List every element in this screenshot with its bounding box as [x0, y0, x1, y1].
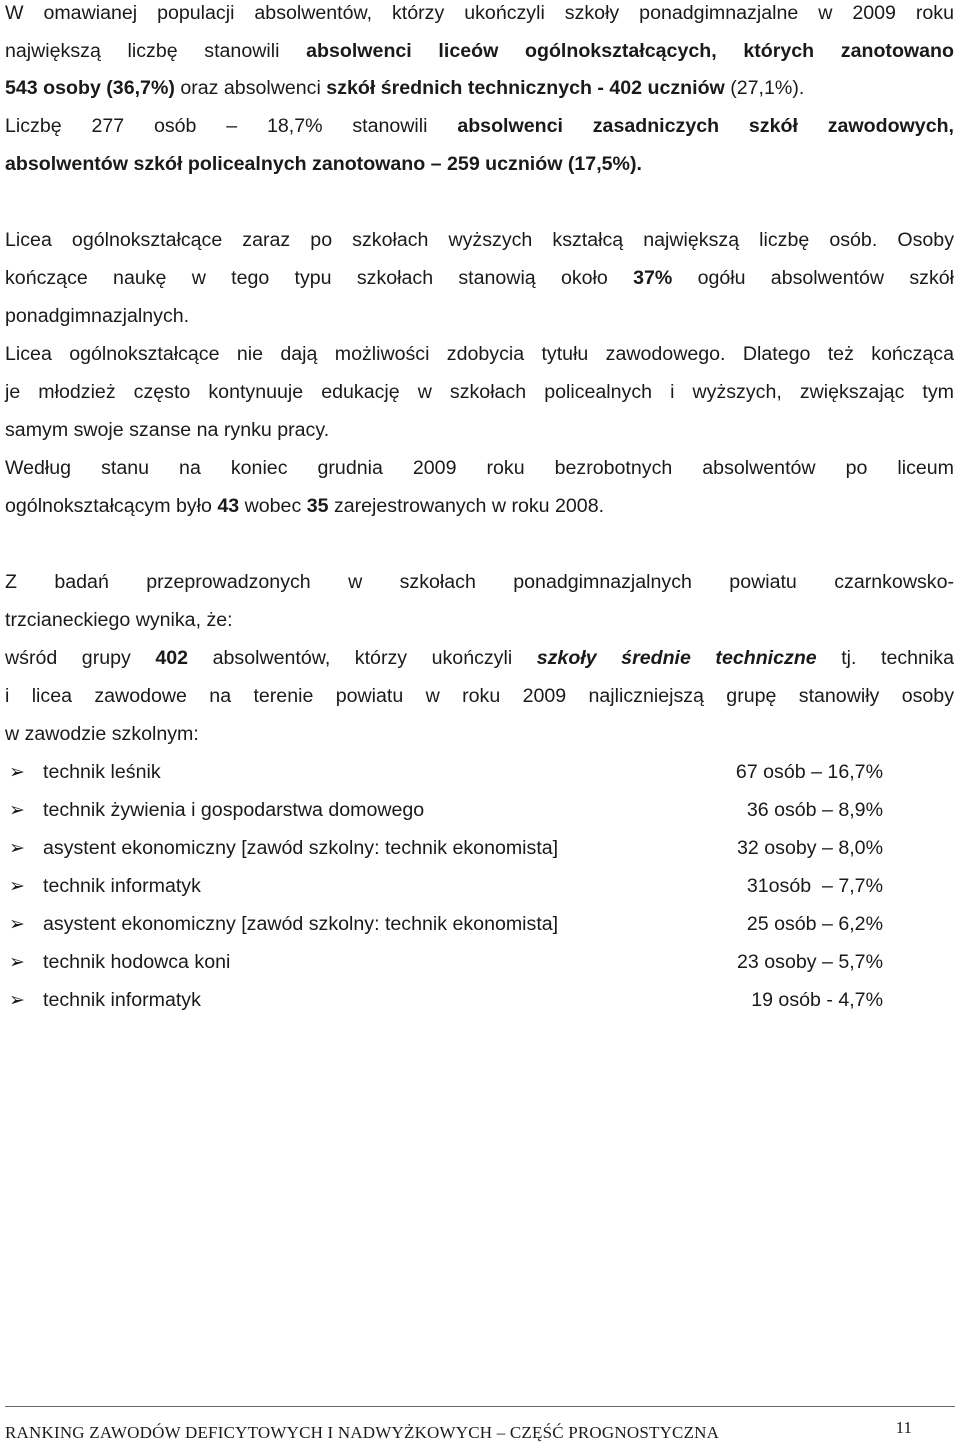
list-item: ➢ asystent ekonomiczny [zawód szkolny: technik ekonomista]: [9, 913, 559, 935]
paragraph-3-line-2: trzcianeckiego wynika, że:: [5, 609, 233, 631]
paragraph-2-line-2: kończące naukę w tego typu szkołach stanowią około 37% ogółu absolwentów szkół: [5, 267, 954, 289]
paragraph-3-line-5: w zawodzie szkolnym:: [5, 723, 199, 745]
paragraph-2-line-7: Według stanu na koniec grudnia 2009 roku bezrobotnych absolwentów po liceum: [5, 457, 954, 479]
arrowhead-bullet-icon: ➢: [9, 800, 25, 821]
paragraph-2-line-4: Licea ogólnokształcące nie dają możliwości zdobycia tytułu zawodowego. Dlatego też kończąca: [5, 343, 954, 365]
arrowhead-bullet-icon: ➢: [9, 914, 25, 935]
list-item: ➢ technik informatyk: [9, 989, 201, 1011]
list-item-value: 31osób – 7,7%: [746, 875, 883, 897]
list-item-value: 19 osób - 4,7%: [751, 989, 883, 1011]
footer-title: RANKING ZAWODÓW DEFICYTOWYCH I NADWYŻKOWYCH – CZĘŚĆ PROGNOSTYCZNA: [5, 1423, 720, 1442]
paragraph-2-line-8: ogólnokształcącym było 43 wobec 35 zarejestrowanych w roku 2008.: [5, 495, 605, 517]
list-item: ➢ technik informatyk: [9, 875, 201, 897]
list-item-value: 25 osób – 6,2%: [746, 913, 883, 935]
arrowhead-bullet-icon: ➢: [9, 990, 25, 1011]
page-number: 11: [895, 1418, 912, 1437]
paragraph-2-line-3: ponadgimnazjalnych.: [5, 305, 190, 327]
paragraph-2-line-1: Licea ogólnokształcące zaraz po szkołach wyższych kształcą największą liczbę osób. Osoby: [5, 229, 954, 251]
list-item-value: 23 osoby – 5,7%: [737, 951, 883, 973]
paragraph-2-line-6: samym swoje szanse na rynku pracy.: [5, 419, 330, 441]
arrowhead-bullet-icon: ➢: [9, 762, 25, 783]
list-item: ➢ technik leśnik: [9, 761, 161, 783]
list-item: ➢ technik żywienia i gospodarstwa domowego: [9, 799, 425, 821]
paragraph-1-line-4: Liczbę 277 osób – 18,7% stanowili absolwenci zasadniczych szkół zawodowych,: [5, 115, 954, 137]
list-item: ➢ technik hodowca koni: [9, 951, 231, 973]
paragraph-2-line-5: je młodzież często kontynuuje edukację w szkołach policealnych i wyższych, zwiększając tym: [5, 381, 954, 403]
list-item: ➢ asystent ekonomiczny [zawód szkolny: technik ekonomista]: [9, 837, 559, 859]
paragraph-3-line-3: wśród grupy 402 absolwentów, którzy ukończyli szkoły średnie techniczne tj. technika: [5, 647, 954, 669]
list-item-value: 36 osób – 8,9%: [746, 799, 883, 821]
arrowhead-bullet-icon: ➢: [9, 952, 25, 973]
paragraph-3-line-1: Z badań przeprowadzonych w szkołach ponadgimnazjalnych powiatu czarnkowsko-: [5, 571, 954, 593]
arrowhead-bullet-icon: ➢: [9, 838, 25, 859]
paragraph-1-line-3: 543 osoby (36,7%) oraz absolwenci szkół średnich technicznych - 402 uczniów (27,1%).: [5, 77, 805, 99]
list-item-value: 67 osób – 16,7%: [735, 761, 883, 783]
footer-divider: [5, 1406, 955, 1407]
paragraph-1-line-1: W omawianej populacji absolwentów, którzy ukończyli szkoły ponadgimnazjalne w 2009 roku: [5, 2, 954, 24]
paragraph-3-line-4: i licea zawodowe na terenie powiatu w roku 2009 najliczniejszą grupę stanowiły osoby: [5, 685, 954, 707]
arrowhead-bullet-icon: ➢: [9, 876, 25, 897]
list-item-value: 32 osoby – 8,0%: [737, 837, 883, 859]
paragraph-1-line-2: największą liczbę stanowili absolwenci liceów ogólnokształcących, których zanotowano: [5, 40, 954, 62]
paragraph-1-line-5: absolwentów szkół policealnych zanotowano – 259 uczniów (17,5%).: [5, 153, 642, 175]
